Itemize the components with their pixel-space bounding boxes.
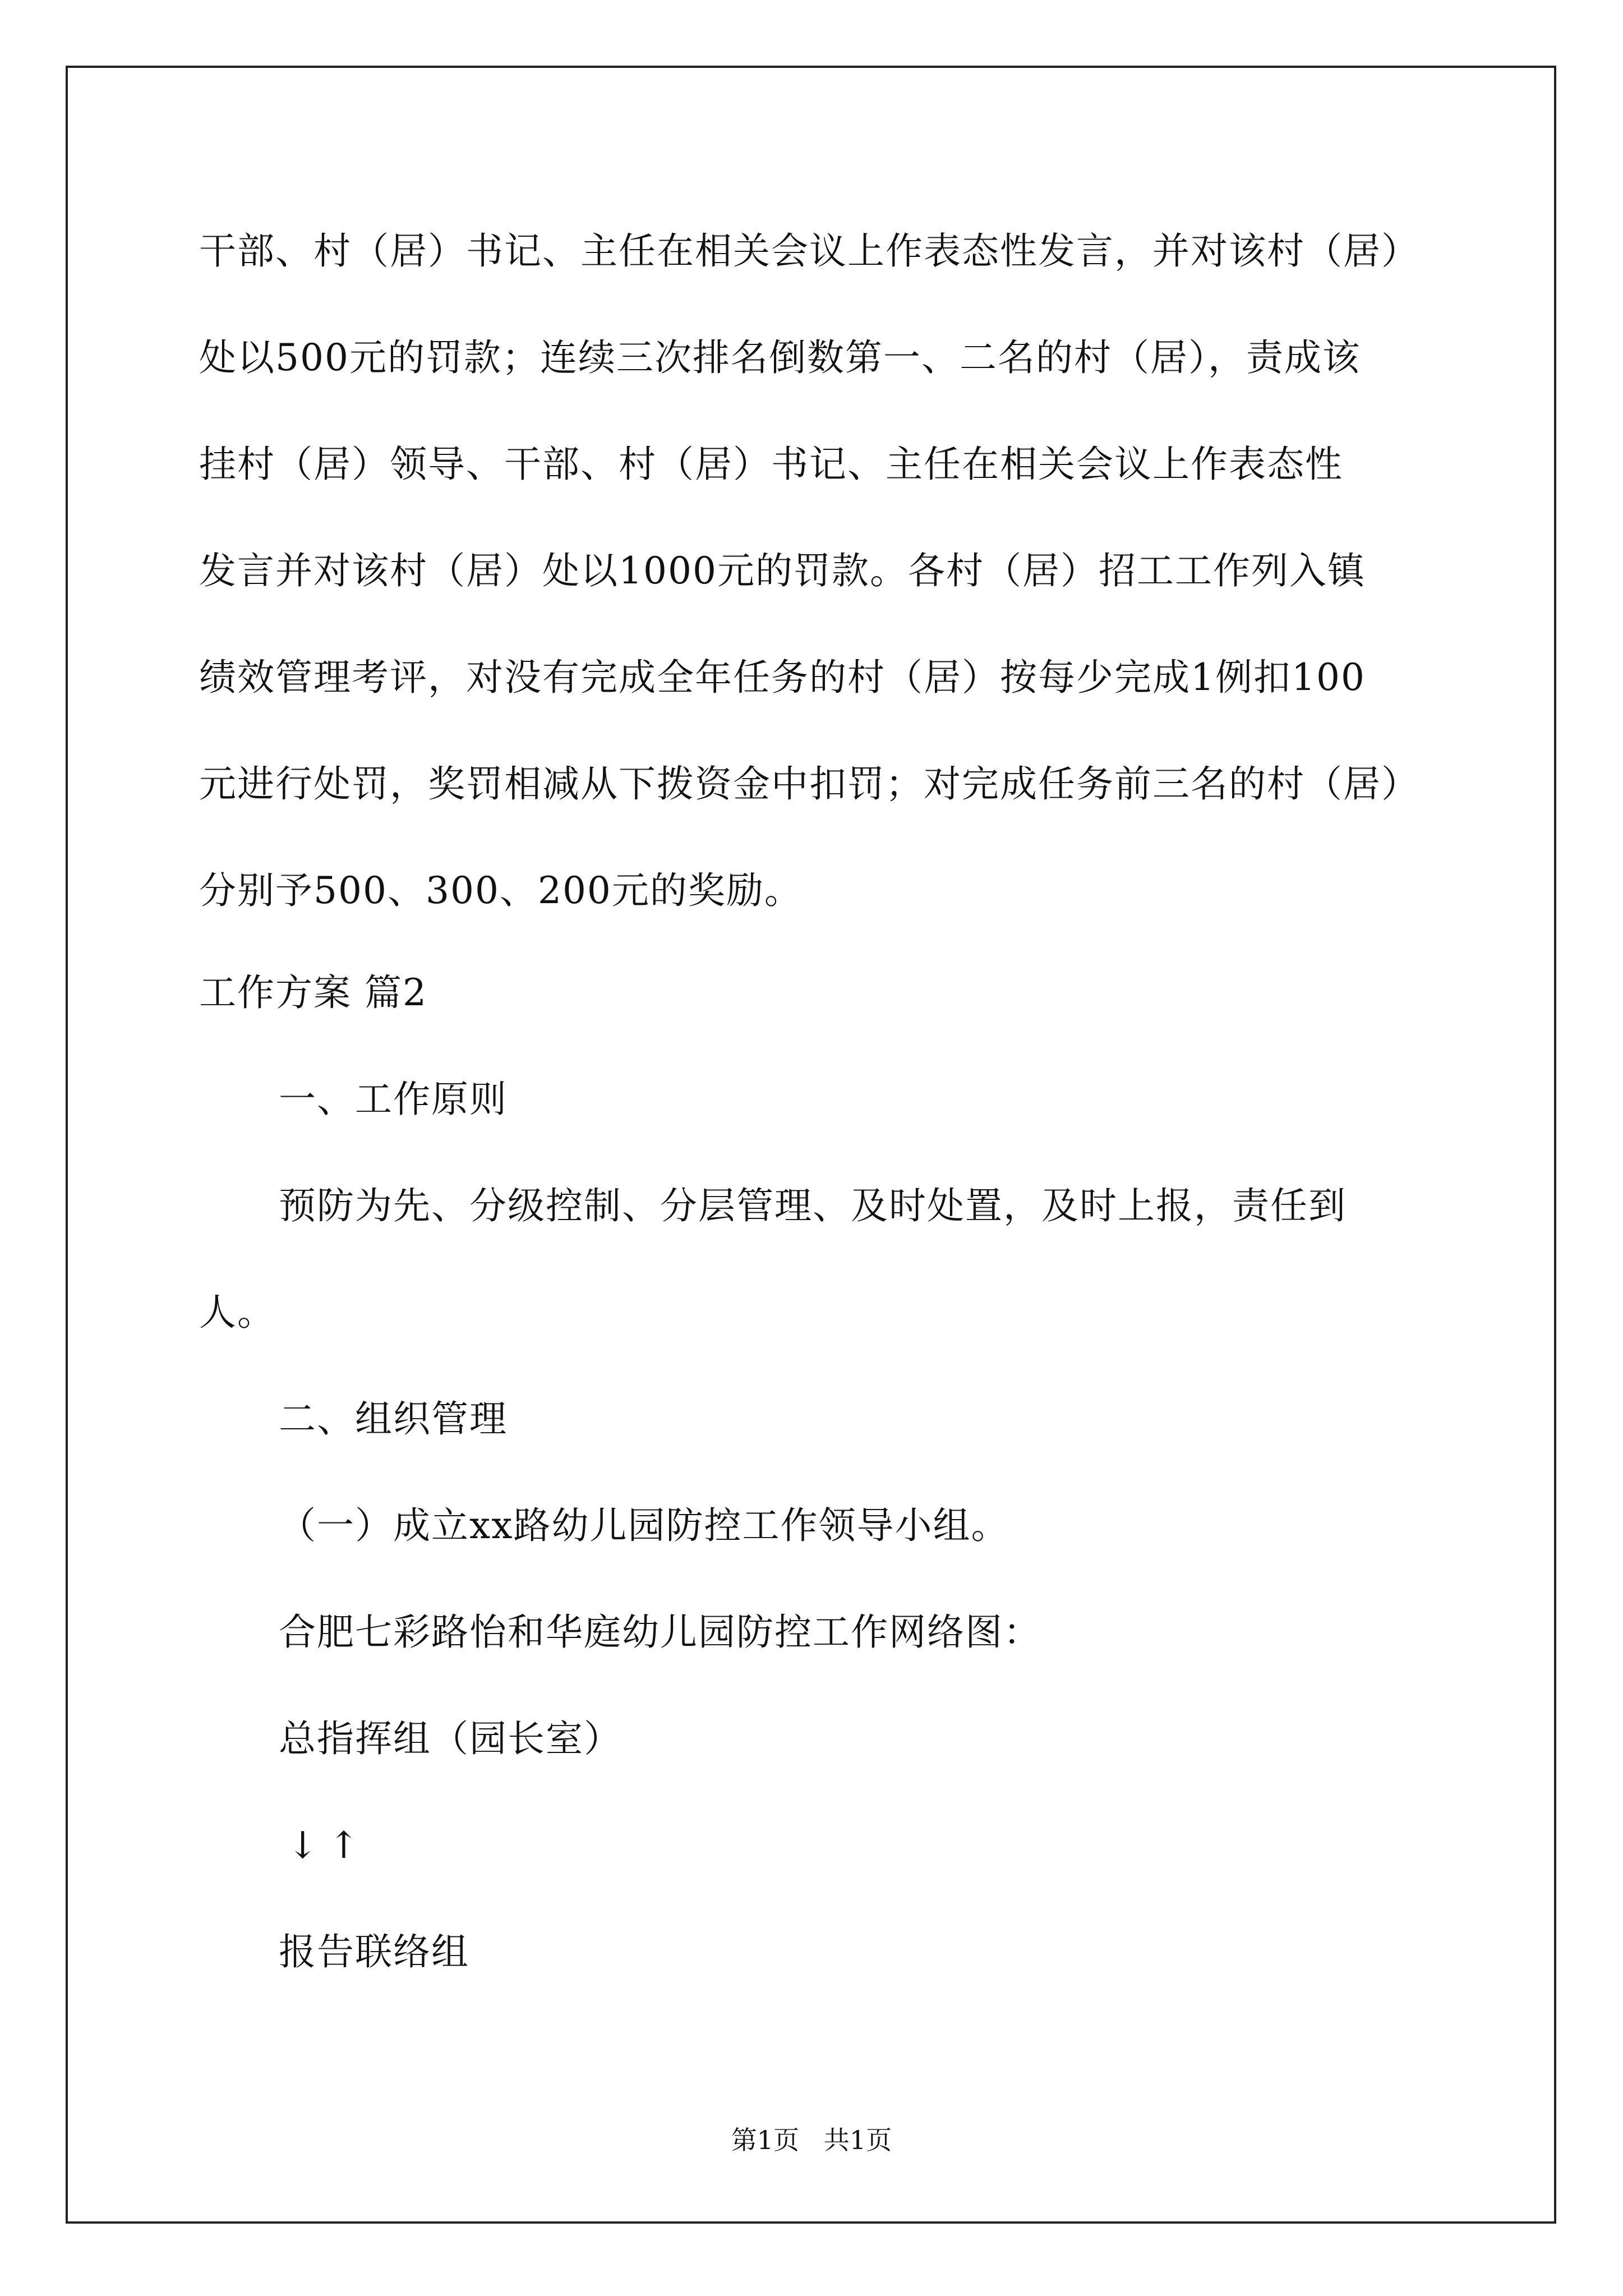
body-text-line: 挂村（居）领导、干部、村（居）书记、主任在相关会议上作表态性 (199, 443, 1343, 486)
organization-item: 总指挥组（园长室） (279, 1717, 622, 1760)
organization-item: 报告联络组 (279, 1930, 469, 1973)
page-footer: 第1页 共1页 (731, 2125, 892, 2155)
body-text-line: 元进行处罚，奖罚相减从下拨资金中扣罚；对完成任务前三名的村（居） (199, 762, 1419, 806)
body-text-line: 绩效管理考评，对没有完成全年任务的村（居）按每少完成1例扣100 (199, 656, 1366, 699)
principle-text-continued: 人。 (199, 1291, 275, 1334)
body-text-line: 处以500元的罚款；连续三次排名倒数第一、二名的村（居），责成该 (199, 336, 1361, 379)
section-heading: 工作方案 篇2 (199, 971, 427, 1014)
page-border (66, 66, 1556, 2224)
flow-arrows: ↓↑ (287, 1824, 370, 1867)
body-text-line: 分别予500、300、200元的奖励。 (199, 869, 803, 912)
principle-title: 一、工作原则 (279, 1078, 508, 1121)
body-text-line: 干部、村（居）书记、主任在相关会议上作表态性发言，并对该村（居） (199, 229, 1419, 273)
body-text-line: 发言并对该村（居）处以1000元的罚款。各村（居）招工工作列入镇 (199, 549, 1366, 592)
organization-item: 合肥七彩路怡和华庭幼儿园防控工作网络图： (279, 1611, 1041, 1654)
organization-item: （一）成立xx路幼儿园防控工作领导小组。 (279, 1504, 1009, 1547)
principle-text: 预防为先、分级控制、分层管理、及时处置，及时上报，责任到 (279, 1184, 1347, 1227)
organization-title: 二、组织管理 (279, 1397, 508, 1441)
